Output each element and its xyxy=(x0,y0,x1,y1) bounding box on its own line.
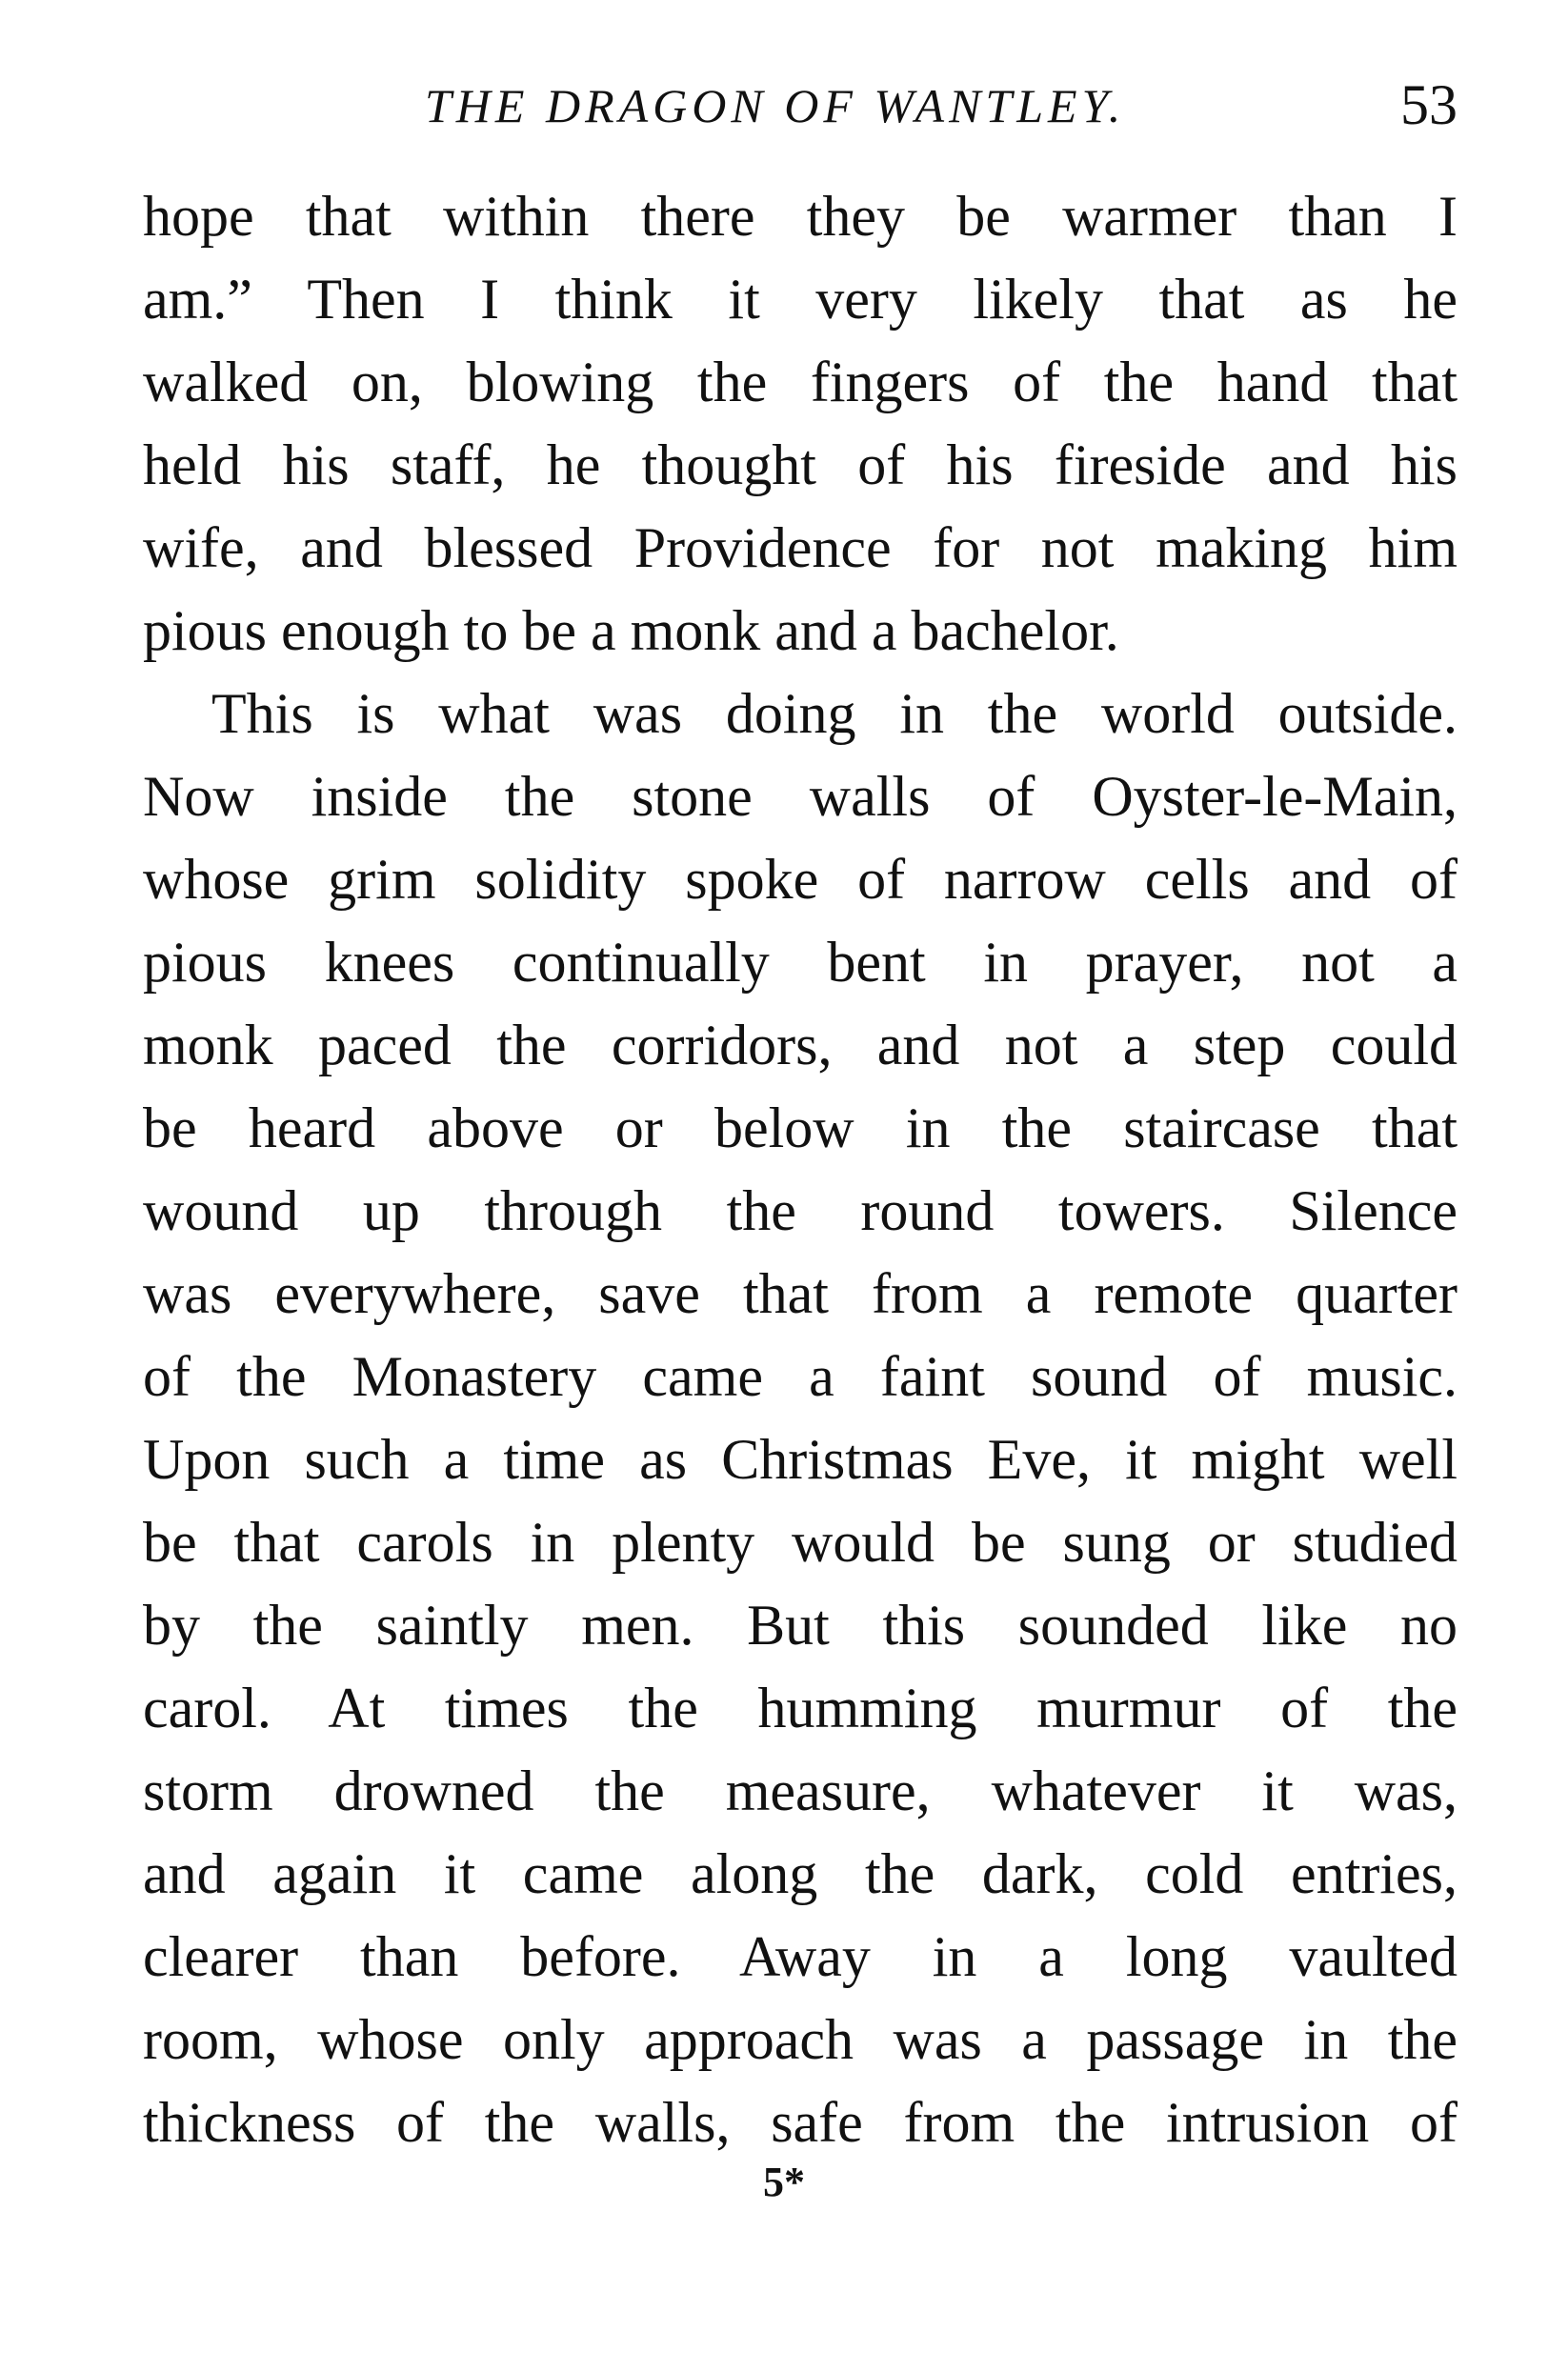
text-line: wife, and blessed Providence for not making him xyxy=(143,516,1457,579)
text-line: was everywhere, save that from a remote quarter xyxy=(143,1262,1457,1325)
text-line: pious knees continually bent in prayer, not a xyxy=(143,931,1457,994)
text-line: by the saintly men. But this sounded like no xyxy=(143,1594,1457,1657)
text-line: thickness of the walls, safe from the intrusion of xyxy=(143,2091,1457,2154)
text-line: pious enough to be a monk and a bachelor. xyxy=(143,599,1119,662)
text-line: storm drowned the measure, whatever it was, xyxy=(143,1759,1457,1822)
text-line: held his staff, he thought of his fireside and his xyxy=(143,433,1457,496)
text-line: Now inside the stone walls of Oyster-le-Main, xyxy=(143,765,1457,828)
text-line: monk paced the corridors, and not a step could xyxy=(143,1014,1457,1076)
text-line: be that carols in plenty would be sung or studied xyxy=(143,1511,1457,1574)
running-title: THE DRAGON OF WANTLEY. xyxy=(425,79,1126,132)
text-line: hope that within there they be warmer than I xyxy=(143,185,1457,248)
text-line: am.” Then I think it very likely that as he xyxy=(143,268,1457,331)
signature-mark: 5* xyxy=(763,2159,805,2205)
text-line: carol. At times the humming murmur of the xyxy=(143,1677,1457,1739)
body-text xyxy=(143,175,1457,2164)
text-line: of the Monastery came a faint sound of music. xyxy=(143,1345,1457,1408)
paragraph-2 xyxy=(143,673,1457,2164)
paragraph-1 xyxy=(143,175,1457,673)
text-line: This is what was doing in the world outside. xyxy=(211,682,1457,745)
text-line: whose grim solidity spoke of narrow cells and of xyxy=(143,848,1457,911)
text-line: room, whose only approach was a passage in the xyxy=(143,2008,1457,2071)
text-line: be heard above or below in the staircase that xyxy=(143,1096,1457,1159)
text-line: Upon such a time as Christmas Eve, it might well xyxy=(143,1428,1457,1491)
text-line: and again it came along the dark, cold entries, xyxy=(143,1842,1457,1905)
running-head xyxy=(143,67,1457,152)
text-line: clearer than before. Away in a long vaulted xyxy=(143,1925,1457,1988)
text-line: walked on, blowing the fingers of the hand that xyxy=(143,351,1457,413)
page-number: 53 xyxy=(1400,73,1457,136)
text-line: wound up through the round towers. Silence xyxy=(143,1179,1457,1242)
